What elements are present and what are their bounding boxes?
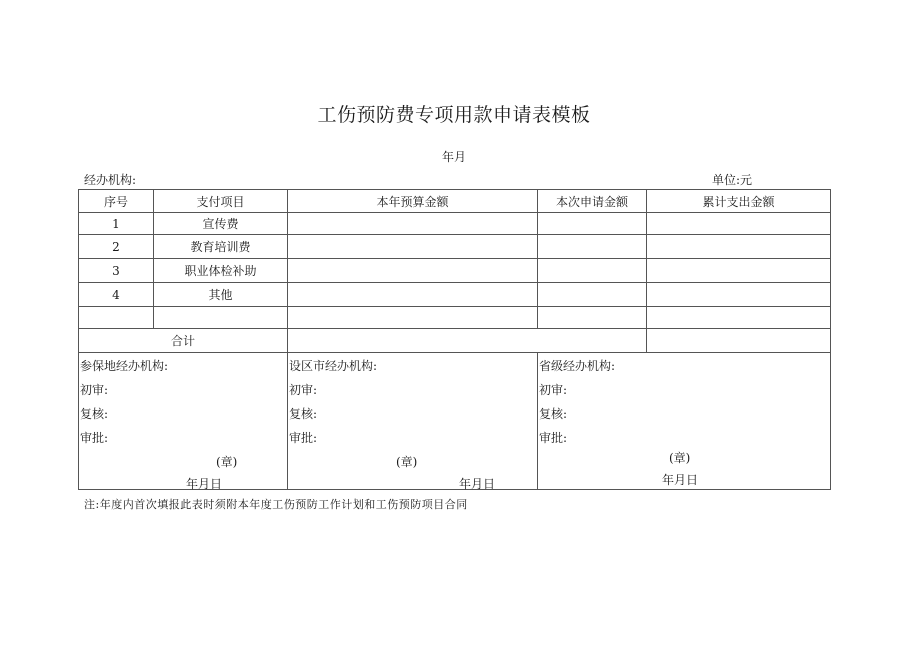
footnote: 注:年度内首次填报此表时须附本年度工伤预防工作计划和工伤预防项目合同 bbox=[84, 498, 468, 511]
first-review-label: 初审: bbox=[80, 383, 109, 397]
seal-label: (章) bbox=[216, 455, 238, 469]
first-review-label: 初审: bbox=[289, 383, 318, 397]
table-row bbox=[79, 283, 831, 307]
cumulative-cell[interactable] bbox=[647, 235, 831, 259]
agency-label: 经办机构: bbox=[84, 173, 137, 187]
first-review-label: 初审: bbox=[539, 383, 568, 397]
page-title: 工伤预防费专项用款申请表模板 bbox=[317, 104, 591, 126]
approve-label: 审批: bbox=[539, 431, 568, 445]
seal-label: (章) bbox=[396, 455, 418, 469]
unit-label: 单位:元 bbox=[712, 173, 753, 187]
header-cumulative: 累计支出金额 bbox=[647, 190, 831, 213]
header-item: 支付项目 bbox=[154, 190, 288, 213]
approval-province bbox=[538, 353, 831, 490]
row-seq[interactable] bbox=[79, 307, 154, 329]
approve-label: 审批: bbox=[289, 431, 318, 445]
header-seq: 序号 bbox=[79, 190, 154, 213]
date-label: 年月日 bbox=[186, 477, 223, 491]
total-label: 合计 bbox=[171, 334, 196, 348]
approval-row bbox=[79, 353, 831, 490]
approval-local bbox=[79, 353, 288, 490]
table-row bbox=[79, 213, 831, 235]
total-label-cell bbox=[79, 329, 288, 353]
table-row bbox=[79, 235, 831, 259]
date-label: 年月日 bbox=[662, 473, 699, 487]
seal-label: (章) bbox=[669, 451, 691, 465]
total-budget-cell[interactable] bbox=[288, 329, 647, 353]
cumulative-cell[interactable] bbox=[647, 283, 831, 307]
cumulative-cell[interactable] bbox=[647, 213, 831, 235]
approval-org-label: 参保地经办机构: bbox=[80, 359, 169, 373]
approval-org-label: 设区市经办机构: bbox=[289, 359, 378, 373]
date-line: 年月 bbox=[441, 150, 466, 164]
cumulative-cell[interactable] bbox=[647, 307, 831, 329]
application-table bbox=[78, 189, 831, 490]
total-row bbox=[79, 329, 831, 353]
recheck-label: 复核: bbox=[539, 407, 568, 421]
total-cumulative-cell[interactable] bbox=[647, 329, 831, 353]
row-item[interactable] bbox=[154, 307, 288, 329]
table-row bbox=[79, 259, 831, 283]
row-seq: 2 bbox=[79, 235, 154, 259]
request-cell[interactable] bbox=[538, 235, 647, 259]
row-seq: 3 bbox=[79, 259, 154, 283]
budget-cell[interactable] bbox=[288, 213, 538, 235]
row-item: 教育培训费 bbox=[154, 235, 288, 259]
row-item: 其他 bbox=[154, 283, 288, 307]
table-row bbox=[79, 307, 831, 329]
budget-cell[interactable] bbox=[288, 283, 538, 307]
approval-org-label: 省级经办机构: bbox=[539, 359, 616, 373]
request-cell[interactable] bbox=[538, 283, 647, 307]
row-item: 宣传费 bbox=[154, 213, 288, 235]
request-cell[interactable] bbox=[538, 307, 647, 329]
header-budget: 本年预算金额 bbox=[288, 190, 538, 213]
row-item: 职业体检补助 bbox=[154, 259, 288, 283]
cumulative-cell[interactable] bbox=[647, 259, 831, 283]
date-label: 年月日 bbox=[459, 477, 496, 491]
budget-cell[interactable] bbox=[288, 259, 538, 283]
request-cell[interactable] bbox=[538, 259, 647, 283]
row-seq: 1 bbox=[79, 213, 154, 235]
request-cell[interactable] bbox=[538, 213, 647, 235]
budget-cell[interactable] bbox=[288, 235, 538, 259]
approval-city bbox=[288, 353, 538, 490]
recheck-label: 复核: bbox=[80, 407, 109, 421]
budget-cell[interactable] bbox=[288, 307, 538, 329]
recheck-label: 复核: bbox=[289, 407, 318, 421]
header-request: 本次申请金额 bbox=[538, 190, 647, 213]
approve-label: 审批: bbox=[80, 431, 109, 445]
row-seq: 4 bbox=[79, 283, 154, 307]
table-header-row bbox=[79, 190, 831, 213]
